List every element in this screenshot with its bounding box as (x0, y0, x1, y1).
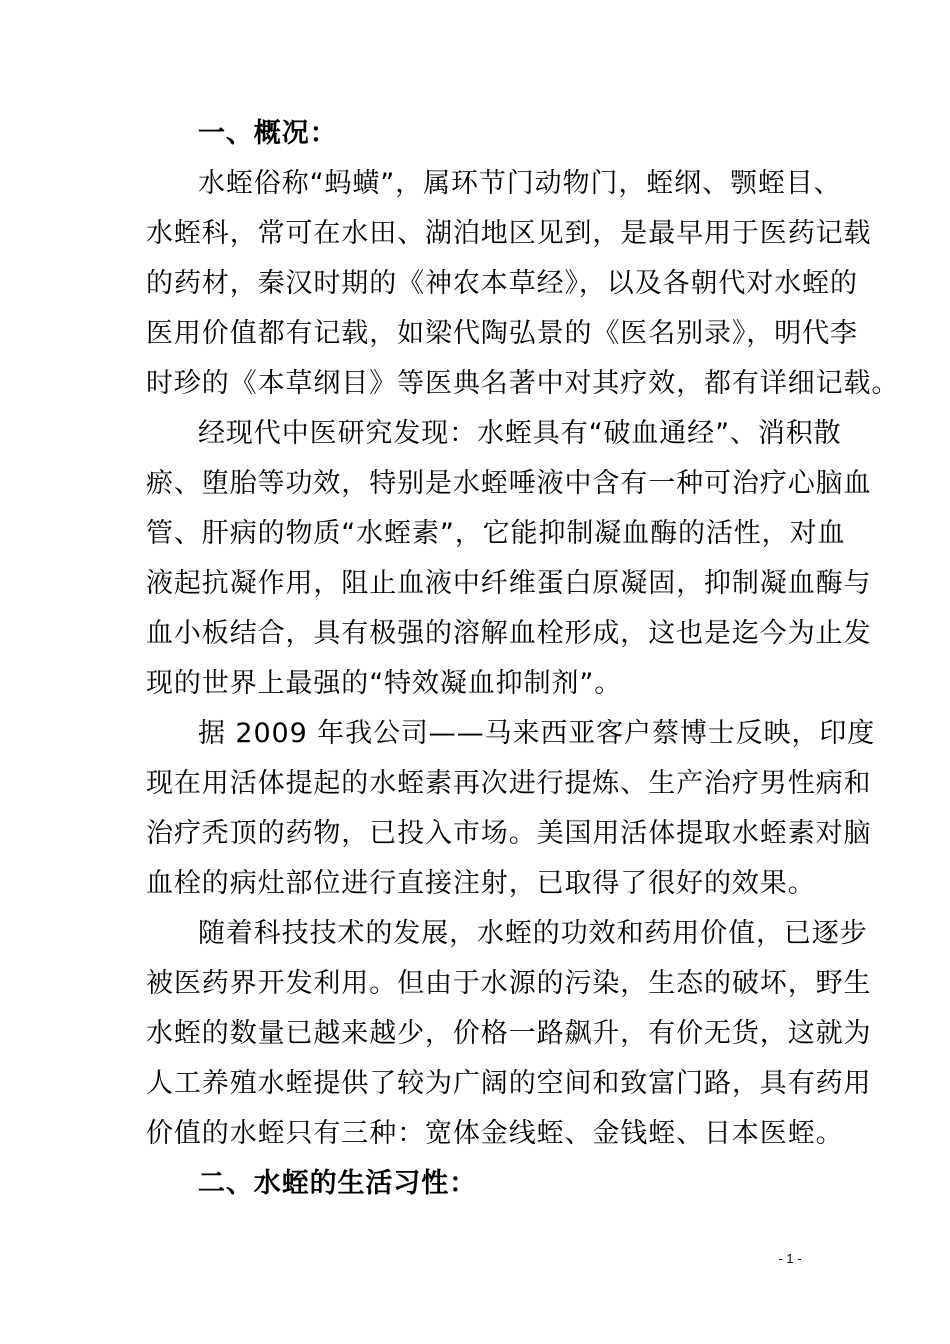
paragraph-line: 液起抗凝作用，阻止血液中纤维蛋白原凝固，抑制凝血酶与 (146, 568, 872, 599)
paragraph-line: 管、肝病的物质“水蛭素”，它能抑制凝血酶的活性，对血 (146, 518, 846, 549)
paragraph-line: 据 2009 年我公司——马来西亚客户蔡博士反映，印度 (198, 718, 876, 749)
paragraph-line: 水蛭的数量已越来越少，价格一路飙升，有价无货，这就为 (146, 1018, 872, 1049)
paragraph-line: 价值的水蛭只有三种：宽体金线蛭、金钱蛭、日本医蛭。 (146, 1118, 844, 1149)
paragraph-line: 人工养殖水蛭提供了较为广阔的空间和致富门路，具有药用 (146, 1068, 872, 1099)
paragraph-line: 经现代中医研究发现：水蛭具有“破血通经”、消积散 (198, 418, 842, 449)
paragraph-line: 血栓的病灶部位进行直接注射，已取得了很好的效果。 (146, 868, 816, 899)
paragraph-line: 随着科技技术的发展，水蛭的功效和药用价值，已逐步 (198, 918, 868, 949)
paragraph-line: 瘀、堕胎等功效，特别是水蛭唾液中含有一种可治疗心脑血 (146, 468, 872, 499)
paragraph-line: 现的世界上最强的“特效凝血抑制剂”。 (146, 668, 623, 699)
paragraph-line: 血小板结合，具有极强的溶解血栓形成，这也是迄今为止发 (146, 618, 872, 649)
paragraph-line: 现在用活体提起的水蛭素再次进行提炼、生产治疗男性病和 (146, 768, 872, 799)
paragraph-line: 水蛭科，常可在水田、湖泊地区见到，是最早用于医药记载 (146, 218, 872, 249)
section-heading-habits: 二、水蛭的生活习性： (198, 1168, 477, 1199)
page-number: - 1 - (778, 1251, 802, 1266)
paragraph-line: 治疗秃顶的药物，已投入市场。美国用活体提取水蛭素对脑 (146, 818, 872, 849)
paragraph-line: 医用价值都有记载，如梁代陶弘景的《医名别录》，明代李 (146, 318, 858, 349)
paragraph-line: 水蛭俗称“蚂蟥”，属环节门动物门，蛭纲、颚蛭目、 (198, 168, 842, 199)
paragraph-line: 的药材，秦汉时期的《神农本草经》，以及各朝代对水蛭的 (146, 268, 858, 299)
paragraph-line: 被医药界开发利用。但由于水源的污染，生态的破坏，野生 (146, 968, 872, 999)
section-heading-overview: 一、概况： (198, 118, 338, 149)
paragraph-line: 时珍的《本草纲目》等医典名著中对其疗效，都有详细记载。 (146, 368, 900, 399)
